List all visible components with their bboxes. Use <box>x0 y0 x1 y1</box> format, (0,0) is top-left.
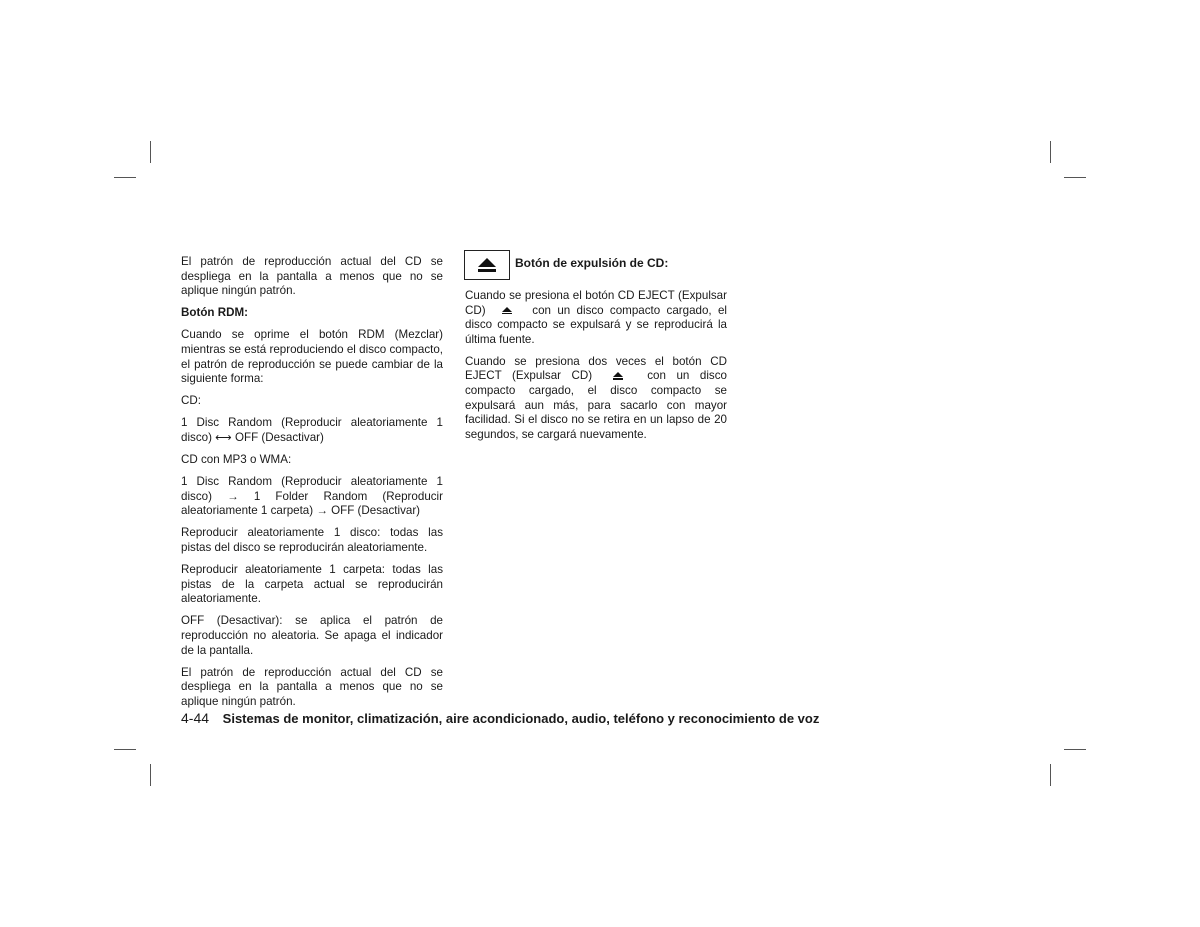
crop-mark <box>1064 749 1086 750</box>
paragraph-text: con un disco compacto cargado, el disco compacto se expulsará y se reproducirá la última fuente. <box>465 303 727 346</box>
paragraph: El patrón de reproducción actual del CD se despliega en la pantalla a menos que no se aplique ningún patrón. <box>181 665 443 708</box>
paragraph <box>465 355 727 443</box>
crop-mark <box>1050 141 1051 163</box>
paragraph: 1 Disc Random (Reproducir aleatoriamente 1 disco) → 1 Folder Random (Reproducir aleatoriamente 1 carpeta) → OFF (Desactivar) <box>181 475 443 518</box>
paragraph <box>465 289 727 347</box>
paragraph: OFF (Desactivar): se aplica el patrón de reproducción no aleatoria. Se apaga el indicador de la pantalla. <box>181 614 443 657</box>
left-column <box>181 255 443 717</box>
page-footer <box>181 710 819 726</box>
eject-icon <box>478 258 496 272</box>
paragraph: El patrón de reproducción actual del CD se despliega en la pantalla a menos que no se aplique ningún patrón. <box>181 255 443 298</box>
paragraph-text: con un disco compacto cargado, el disco compacto se expulsará aun más, para sacarlo con mayor facilidad. Si el disco no se retira en un lapso de 20 segundos, se cargará nuevamente. <box>465 369 727 441</box>
crop-mark <box>114 749 136 750</box>
paragraph: CD: <box>181 394 201 408</box>
crop-mark <box>1064 177 1086 178</box>
page-number: 4-44 <box>181 710 210 726</box>
crop-mark <box>150 764 151 786</box>
crop-mark <box>114 177 136 178</box>
paragraph: Cuando se oprime el botón RDM (Mezclar) mientras se está reproduciendo el disco compacto, el patrón de reproducción se puede cambiar de la siguiente forma: <box>181 328 443 386</box>
section-heading-eject: Botón de expulsión de CD: <box>515 256 669 270</box>
crop-mark <box>1050 764 1051 786</box>
eject-icon <box>502 307 512 315</box>
crop-mark <box>150 141 151 163</box>
chapter-title: Sistemas de monitor, climatización, aire acondicionado, audio, teléfono y reconocimiento de voz <box>222 711 820 726</box>
eject-icon-box <box>464 250 510 280</box>
paragraph: 1 Disc Random (Reproducir aleatoriamente 1 disco) ⟷ OFF (Desactivar) <box>181 416 443 444</box>
paragraph: Reproducir aleatoriamente 1 carpeta: todas las pistas de la carpeta actual se reproducirán aleatoriamente. <box>181 563 443 606</box>
paragraph-text: Cuando se presiona dos veces el botón CD EJECT (Expulsar CD) <box>465 354 727 383</box>
section-heading-rdm: Botón RDM: <box>181 306 248 320</box>
paragraph-text: Cuando se presiona el botón CD EJECT (Expulsar CD) <box>465 289 727 317</box>
eject-icon <box>613 372 623 380</box>
paragraph: CD con MP3 o WMA: <box>181 453 292 467</box>
right-column <box>465 289 727 450</box>
paragraph: Reproducir aleatoriamente 1 disco: todas las pistas del disco se reproducirán aleatoriamente. <box>181 526 443 554</box>
